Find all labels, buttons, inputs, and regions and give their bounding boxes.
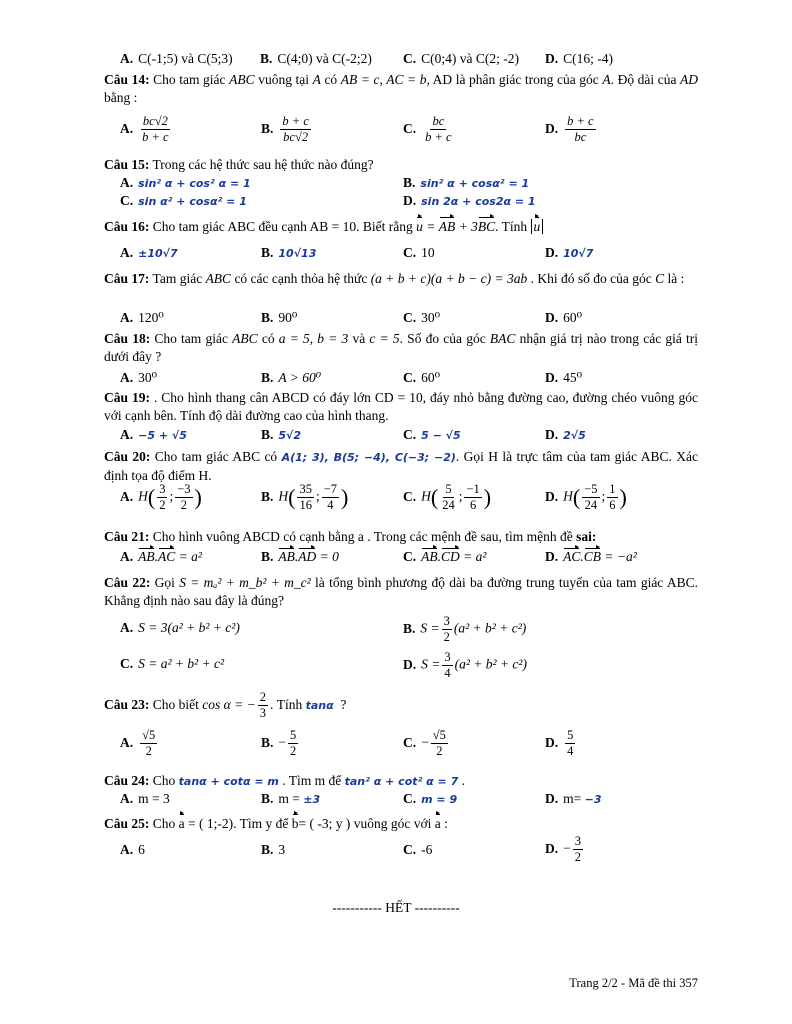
q20-option-d[interactable]: D. H( $\frac{-5}{24}$ ; $\frac{1}{6}$ ) — [545, 482, 627, 512]
q18-text: Câu 18: Cho tam giác ABC có a = 5, b = 3 và c = 5. Số đo của góc BAC nhận giá trị nào trong các giá trị dưới đây ? — [104, 331, 699, 364]
q16-text: Câu 16: Cho tam giác ABC đều cạnh AB = 10. Biết rằng u = AB + 3BC. Tính u — [104, 218, 698, 236]
q25-text: Câu 25: Cho a = ( 1;-2). Tìm y để b= ( -3; y ) vuông góc với a : — [104, 816, 448, 831]
q20-text: Câu 20: Cho tam giác ABC có A(1; 3), B(5; −4), C(−3; −2). Gọi H là trực tâm của tam giác ABC. Xác định tọa độ điểm H. — [104, 449, 699, 483]
q15-option-a[interactable]: A. sin² α + cos² α = 1 — [120, 175, 251, 190]
q17-option-d[interactable]: D. 60⁰ — [545, 310, 583, 325]
q14-option-a[interactable]: A. $\frac{bc√2}{b + c}$ — [120, 114, 169, 144]
q20-option-b[interactable]: B. H( $\frac{35}{16}$ ; $\frac{-7}{4}$ ) — [261, 482, 349, 512]
q15-text: Câu 15: Trong các hệ thức sau hệ thức nào đúng? — [104, 157, 374, 172]
q23-options — [120, 728, 720, 764]
q21-text: Câu 21: Cho hình vuông ABCD có cạnh bằng a . Trong các mệnh đề sau, tìm mệnh đề sai: — [104, 529, 597, 544]
q21-options — [120, 549, 720, 569]
q19-option-b[interactable]: B. 5√2 — [261, 427, 302, 442]
q15-options-row2 — [120, 193, 720, 213]
q14-option-b[interactable]: B. $\frac{b + c}{bc√2}$ — [261, 114, 309, 144]
q17-option-c[interactable]: C. 30⁰ — [403, 310, 441, 325]
q21-option-a[interactable]: A. AB.AC = a² — [120, 549, 202, 564]
q22-options-row1 — [120, 614, 720, 648]
q24-text: Câu 24: Cho tanα + cotα = m . Tìm m để tan² α + cot² α = 7 . — [104, 773, 466, 788]
q14-option-d[interactable]: D. $\frac{b + c}{bc}$ — [545, 114, 594, 144]
q22-options-row2 — [120, 650, 720, 684]
q17-options — [120, 310, 720, 330]
q18-option-c[interactable]: C. 60⁰ — [403, 370, 441, 385]
q25-option-c[interactable]: C. -6 — [403, 842, 433, 857]
q13-option-a[interactable]: A. C(-1;5) và C(5;3) — [120, 51, 233, 66]
q23-option-b[interactable]: B. − $\frac{5}{2}$ — [261, 728, 297, 758]
q13-option-b[interactable]: B. C(4;0) và C(-2;2) — [260, 51, 372, 66]
q21-option-b[interactable]: B. AB.AD = 0 — [261, 549, 339, 564]
q24-options — [120, 791, 720, 811]
q14-options — [120, 114, 720, 150]
page-footer: Trang 2/2 - Mã đề thi 357 — [569, 976, 698, 990]
q18-options — [120, 370, 720, 390]
q24-option-d[interactable]: D. m= −3 — [545, 791, 602, 806]
q22-option-c[interactable]: C. S = a² + b² + c² — [120, 656, 225, 671]
q23-option-a[interactable]: A. $\frac{√5}{2}$ — [120, 728, 156, 758]
q18-option-b[interactable]: B. A > 60⁰ — [261, 370, 322, 385]
q16-option-c[interactable]: C. 10 — [403, 245, 435, 260]
q23-option-c[interactable]: C. − $\frac{√5}{2}$ — [403, 728, 446, 758]
q19-options — [120, 427, 720, 447]
q25-option-b[interactable]: B. 3 — [261, 842, 286, 857]
q18-option-a[interactable]: A. 30⁰ — [120, 370, 158, 385]
q16-options — [120, 245, 720, 265]
q24-option-a[interactable]: A. m = 3 — [120, 791, 170, 806]
q21-option-c[interactable]: C. AB.CD = a² — [403, 549, 487, 564]
q14-text: Câu 14: Cho tam giác ABC vuông tại A có AB = c, AC = b, AD là phân giác trong của góc A. Độ dài của AD bằng : — [104, 72, 699, 105]
q15-options-row1 — [120, 175, 720, 195]
q22-option-d[interactable]: D. S = $\frac{3}{4}$ (a² + b² + c²) — [403, 650, 527, 680]
q18-option-d[interactable]: D. 45⁰ — [545, 370, 583, 385]
q19-text: Câu 19: . Cho hình thang cân ABCD có đáy lớn CD = 10, đáy nhỏ bằng đường cao, đường chéo vuông góc với cạnh bên. Tính độ dài đường cao của hình thang. — [104, 390, 699, 423]
q25-option-d[interactable]: D. − $\frac{3}{2}$ — [545, 834, 581, 864]
q22-option-a[interactable]: A. S = 3(a² + b² + c²) — [120, 620, 240, 635]
q22-option-b[interactable]: B. S = $\frac{3}{2}$ (a² + b² + c²) — [403, 614, 527, 644]
q16-option-b[interactable]: B. 10√13 — [261, 245, 317, 260]
q20-option-a[interactable]: A. H( $\frac{3}{2}$ ; $\frac{-3}{2}$ ) — [120, 482, 202, 512]
q15-option-d[interactable]: D. sin 2α + cos2α = 1 — [403, 193, 536, 208]
q16-option-a[interactable]: A. ±10√7 — [120, 245, 178, 260]
q24-option-c[interactable]: C. m = 9 — [403, 791, 458, 806]
q20-option-c[interactable]: C. H( $\frac{5}{24}$ ; $\frac{-1}{6}$ ) — [403, 482, 492, 512]
q25-option-a[interactable]: A. 6 — [120, 842, 145, 857]
q21-option-d[interactable]: D. AC.CB = −a² — [545, 549, 637, 564]
q13-options — [120, 51, 720, 71]
q15-option-b[interactable]: B. sin² α + cosα² = 1 — [403, 175, 530, 190]
q17-option-a[interactable]: A. 120⁰ — [120, 310, 164, 325]
q24-option-b[interactable]: B. m = ±3 — [261, 791, 321, 806]
q15-option-c[interactable]: C. sin α² + cosα² = 1 — [120, 193, 247, 208]
q22-text: Câu 22: Gọi S = mₐ² + m_b² + m_c² là tổng bình phương độ dài ba đường trung tuyến của tam giác ABC. Khẳng định nào sau đây là đúng? — [104, 575, 698, 608]
q17-text: Câu 17: Tam giác ABC có các cạnh thỏa hệ thức (a + b + c)(a + b − c) = 3ab . Khi đó số đo của góc C là : — [104, 271, 685, 286]
q19-option-c[interactable]: C. 5 − √5 — [403, 427, 461, 442]
q23-text: Câu 23: Cho biết cos α = − $\frac{2}{3}$ . Tính tanα ? — [104, 690, 347, 721]
q13-option-c[interactable]: C. C(0;4) và C(2; -2) — [403, 51, 519, 66]
q17-option-b[interactable]: B. 90⁰ — [261, 310, 298, 325]
q25-options — [120, 834, 720, 870]
q13-option-d[interactable]: D. C(16; -4) — [545, 51, 613, 66]
q23-option-d[interactable]: D. $\frac{5}{4}$ — [545, 728, 574, 758]
q20-options — [120, 482, 720, 520]
q19-option-d[interactable]: D. 2√5 — [545, 427, 586, 442]
q19-option-a[interactable]: A. −5 + √5 — [120, 427, 187, 442]
q16-option-d[interactable]: D. 10√7 — [545, 245, 594, 260]
end-marker: ----------- HẾT ---------- — [332, 900, 460, 915]
q14-option-c[interactable]: C. $\frac{bc}{b + c}$ — [403, 114, 452, 144]
